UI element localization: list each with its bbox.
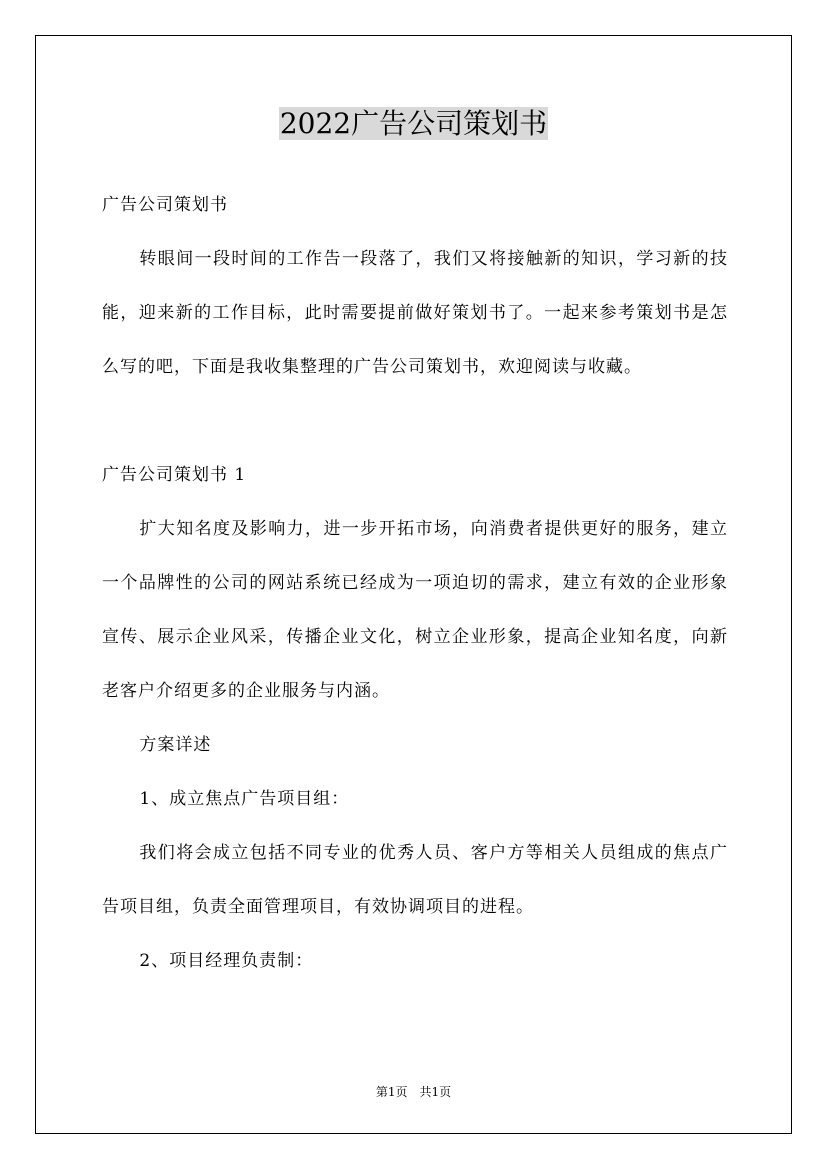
- page-number: 第1页 共1页: [375, 1085, 452, 1099]
- section1-paragraph: 扩大知名度及影响力，进一步开拓市场，向消费者提供更好的服务，建立一个品牌性的公司的网站系统已经成为一项迫切的需求，建立有效的企业形象宣传、展示企业风采，传播企业文化，树立企业形象，提高企业知名度，向新老客户介绍更多的企业服务与内涵。: [102, 519, 728, 701]
- section1-heading: 广告公司策划书 1: [102, 465, 247, 485]
- document-body: [102, 178, 728, 988]
- plan-heading: 方案详述: [139, 735, 212, 755]
- item2-heading: 2、项目经理负责制：: [139, 951, 314, 971]
- item1-heading: 1、成立焦点广告项目组：: [139, 789, 350, 809]
- item1-paragraph: 我们将会成立包括不同专业的优秀人员、客户方等相关人员组成的焦点广告项目组，负责全面管理项目，有效协调项目的进程。: [102, 843, 728, 917]
- document-title: [0, 104, 827, 144]
- document-subtitle: 广告公司策划书: [102, 195, 228, 215]
- document-title-text: 2022广告公司策划书: [279, 107, 548, 140]
- intro-paragraph: 转眼间一段时间的工作告一段落了，我们又将接触新的知识，学习新的技能，迎来新的工作目标，此时需要提前做好策划书了。一起来参考策划书是怎么写的吧，下面是我收集整理的广告公司策划书，欢迎阅读与收藏。: [102, 249, 728, 377]
- page-footer: [0, 1084, 827, 1100]
- paragraph-gap: [102, 394, 728, 448]
